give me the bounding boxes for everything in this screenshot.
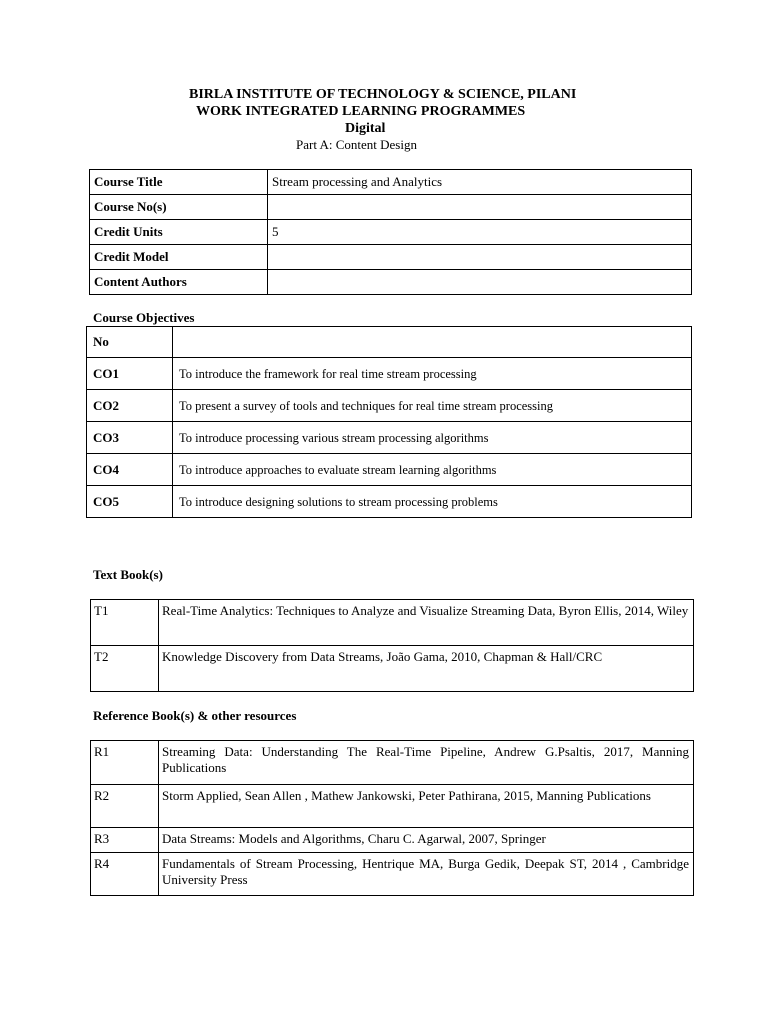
course-no-value bbox=[268, 195, 692, 220]
course-title-value: Stream processing and Analytics bbox=[268, 170, 692, 195]
table-row bbox=[87, 358, 692, 390]
objectives-heading: Course Objectives bbox=[93, 310, 195, 325]
objective-text: To introduce approaches to evaluate stream learning algorithms bbox=[173, 454, 692, 486]
objectives-table bbox=[86, 326, 692, 518]
textbook-text: Real-Time Analytics: Techniques to Analyze and Visualize Streaming Data, Byron Ellis, 2014, Wiley bbox=[159, 600, 694, 646]
table-row bbox=[90, 220, 692, 245]
objective-code: CO2 bbox=[87, 390, 173, 422]
course-title-label: Course Title bbox=[90, 170, 268, 195]
textbook-code: T2 bbox=[91, 646, 159, 692]
programme-title: WORK INTEGRATED LEARNING PROGRAMMES bbox=[196, 104, 526, 119]
objective-code: CO3 bbox=[87, 422, 173, 454]
table-row bbox=[87, 422, 692, 454]
table-row bbox=[87, 327, 692, 358]
course-no-label: Course No(s) bbox=[90, 195, 268, 220]
credit-model-label: Credit Model bbox=[90, 245, 268, 270]
table-row bbox=[90, 270, 692, 295]
table-row bbox=[87, 454, 692, 486]
course-info-table bbox=[89, 169, 692, 295]
table-row bbox=[87, 486, 692, 518]
mode-label: Digital bbox=[345, 121, 386, 136]
table-row bbox=[90, 195, 692, 220]
textbook-text: Knowledge Discovery from Data Streams, João Gama, 2010, Chapman & Hall/CRC bbox=[159, 646, 694, 692]
table-row bbox=[91, 741, 694, 785]
objective-code: CO4 bbox=[87, 454, 173, 486]
table-row bbox=[90, 170, 692, 195]
reference-text: Storm Applied, Sean Allen , Mathew Jankowski, Peter Pathirana, 2015, Manning Publications bbox=[159, 785, 694, 828]
table-row bbox=[91, 785, 694, 828]
references-table bbox=[90, 740, 694, 896]
textbooks-table bbox=[90, 599, 694, 692]
reference-text: Fundamentals of Stream Processing, Hentrique MA, Burga Gedik, Deepak ST, 2014 , Cambridge University Press bbox=[159, 853, 694, 896]
textbooks-heading: Text Book(s) bbox=[93, 567, 163, 582]
table-row bbox=[87, 390, 692, 422]
reference-code: R1 bbox=[91, 741, 159, 785]
table-row bbox=[90, 245, 692, 270]
objective-text: To introduce the framework for real time stream processing bbox=[173, 358, 692, 390]
part-label: Part A: Content Design bbox=[296, 137, 417, 152]
reference-text: Streaming Data: Understanding The Real-Time Pipeline, Andrew G.Psaltis, 2017, Manning Publications bbox=[159, 741, 694, 785]
table-row bbox=[91, 828, 694, 853]
institute-title: BIRLA INSTITUTE OF TECHNOLOGY & SCIENCE, PILANI bbox=[189, 87, 577, 102]
objective-code: CO1 bbox=[87, 358, 173, 390]
table-row bbox=[91, 853, 694, 896]
reference-text: Data Streams: Models and Algorithms, Charu C. Agarwal, 2007, Springer bbox=[159, 828, 694, 853]
credit-units-value: 5 bbox=[268, 220, 692, 245]
objective-text: To present a survey of tools and techniques for real time stream processing bbox=[173, 390, 692, 422]
table-row bbox=[91, 646, 694, 692]
objective-text: To introduce processing various stream processing algorithms bbox=[173, 422, 692, 454]
reference-code: R4 bbox=[91, 853, 159, 896]
objectives-header-no: No bbox=[87, 327, 173, 358]
objective-text: To introduce designing solutions to stream processing problems bbox=[173, 486, 692, 518]
objective-code: CO5 bbox=[87, 486, 173, 518]
reference-code: R3 bbox=[91, 828, 159, 853]
table-row bbox=[91, 600, 694, 646]
content-authors-value bbox=[268, 270, 692, 295]
content-authors-label: Content Authors bbox=[90, 270, 268, 295]
credit-units-label: Credit Units bbox=[90, 220, 268, 245]
reference-code: R2 bbox=[91, 785, 159, 828]
credit-model-value bbox=[268, 245, 692, 270]
references-heading: Reference Book(s) & other resources bbox=[93, 708, 297, 723]
textbook-code: T1 bbox=[91, 600, 159, 646]
objectives-header-desc bbox=[173, 327, 692, 358]
